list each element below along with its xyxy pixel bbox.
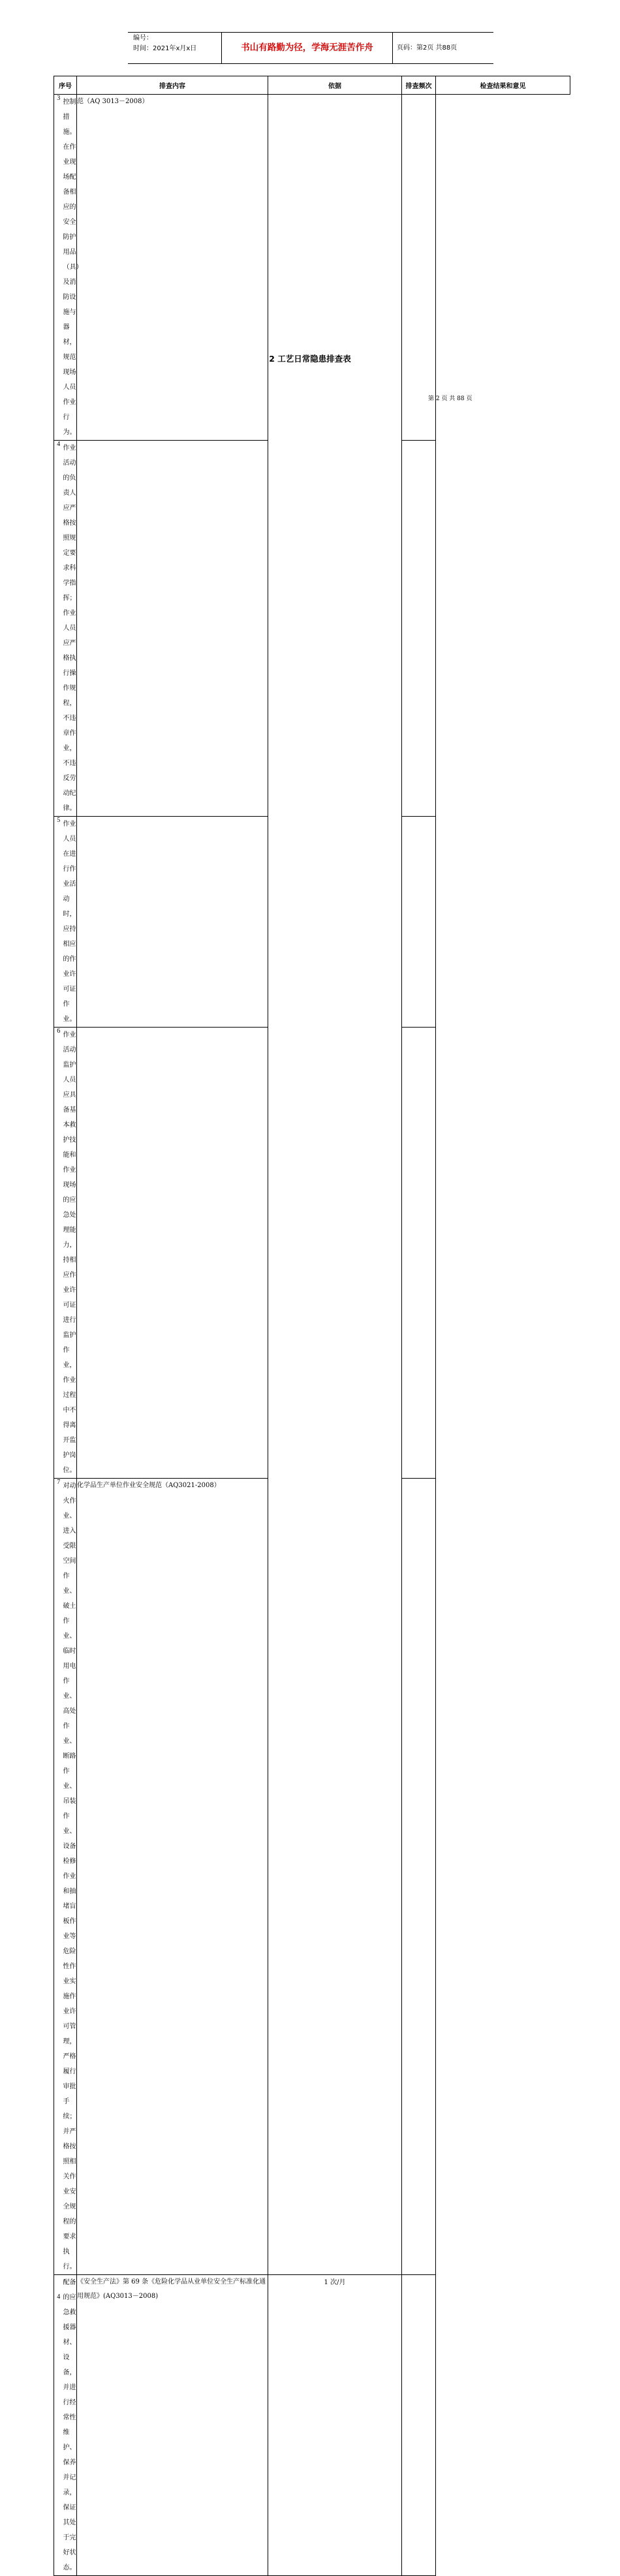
header-time-label: 时间：2021年x月x日	[133, 45, 197, 52]
row-basis	[77, 441, 268, 817]
row-result	[402, 2275, 436, 2576]
column-header-content: 排查内容	[77, 76, 268, 95]
row-result	[402, 1479, 436, 2275]
row-content: 对动火作业、进入受限空间作业、破土作业、临时用电作业、高处作业、断路作业、吊装作业、设备检修作业和抽堵盲板作业等危险性作业实施作业许可管理，严格履行审批手 续；并严格按照相关作业安全规程的要求执行。	[63, 1479, 77, 2275]
row-number: 3	[54, 95, 63, 441]
row-content: 控制措施。在作业现场配备相应的安全防护用品（具）及消防设施与器材，规范现场人员作业行为。	[63, 95, 77, 441]
table-row	[54, 95, 570, 441]
row-frequency	[268, 95, 402, 2275]
row-number: 5	[54, 817, 63, 1028]
header-slogan: 书山有路勤为径，学海无涯苦作舟	[241, 42, 373, 53]
page-footer: 第 2 页 共 88 页	[428, 396, 473, 402]
row-content: 作业活动的负责人应严格按照规定要求科学指挥；作业人员应严格执行操作规程，不违章作业，不违反劳动纪律。	[63, 441, 77, 817]
row-number: 7	[54, 1479, 63, 2275]
header-meta	[133, 33, 221, 63]
column-header-frequency: 排查频次	[402, 76, 436, 95]
header-page-info: 页码：第2页 共88页	[397, 44, 457, 52]
table-header-row	[54, 76, 570, 95]
row-basis	[77, 1028, 268, 1479]
row-number: 6	[54, 1028, 63, 1479]
row-number: 4	[54, 2275, 63, 2576]
page-header	[128, 32, 493, 64]
row-number: 4	[54, 441, 63, 817]
row-frequency: 1 次/月	[268, 2275, 402, 2576]
row-result	[402, 817, 436, 1028]
row-content: 配备的应急救援器材、设备，并进行经常性维护、保养并记录，保证其处于完好状态。	[63, 2275, 77, 2576]
column-header-basis: 依据	[268, 76, 402, 95]
header-number-label: 编号：	[133, 35, 153, 42]
row-result	[402, 441, 436, 817]
table-row	[54, 2275, 570, 2576]
row-result	[402, 1028, 436, 1479]
column-header-result: 检查结果和意见	[436, 76, 570, 95]
row-basis: 化学品生产单位作业安全规范（AQ3021-2008）	[77, 1479, 268, 2275]
header-divider	[392, 33, 393, 63]
section-title: 2 工艺日常隐患排查表	[269, 354, 351, 364]
row-result	[402, 95, 436, 441]
row-content: 作业活动监护人员应具备基本救护技能和作业现场的应急处理能力，持相应作业许可证进行监护作业，作业过程中不得离开监护岗位。	[63, 1028, 77, 1479]
inspection-table	[54, 76, 570, 2576]
row-basis	[77, 817, 268, 1028]
row-content: 作业人员在进行作业活动时，应持相应的作业许可证作业。	[63, 817, 77, 1028]
row-basis: 范（AQ 3013－2008）	[77, 95, 268, 441]
row-basis: 《安全生产法》第 69 条《危险化学品从业单位安全生产标准化通用规范》(AQ3013－2008)	[77, 2275, 268, 2576]
column-header-index: 序号	[54, 76, 77, 95]
